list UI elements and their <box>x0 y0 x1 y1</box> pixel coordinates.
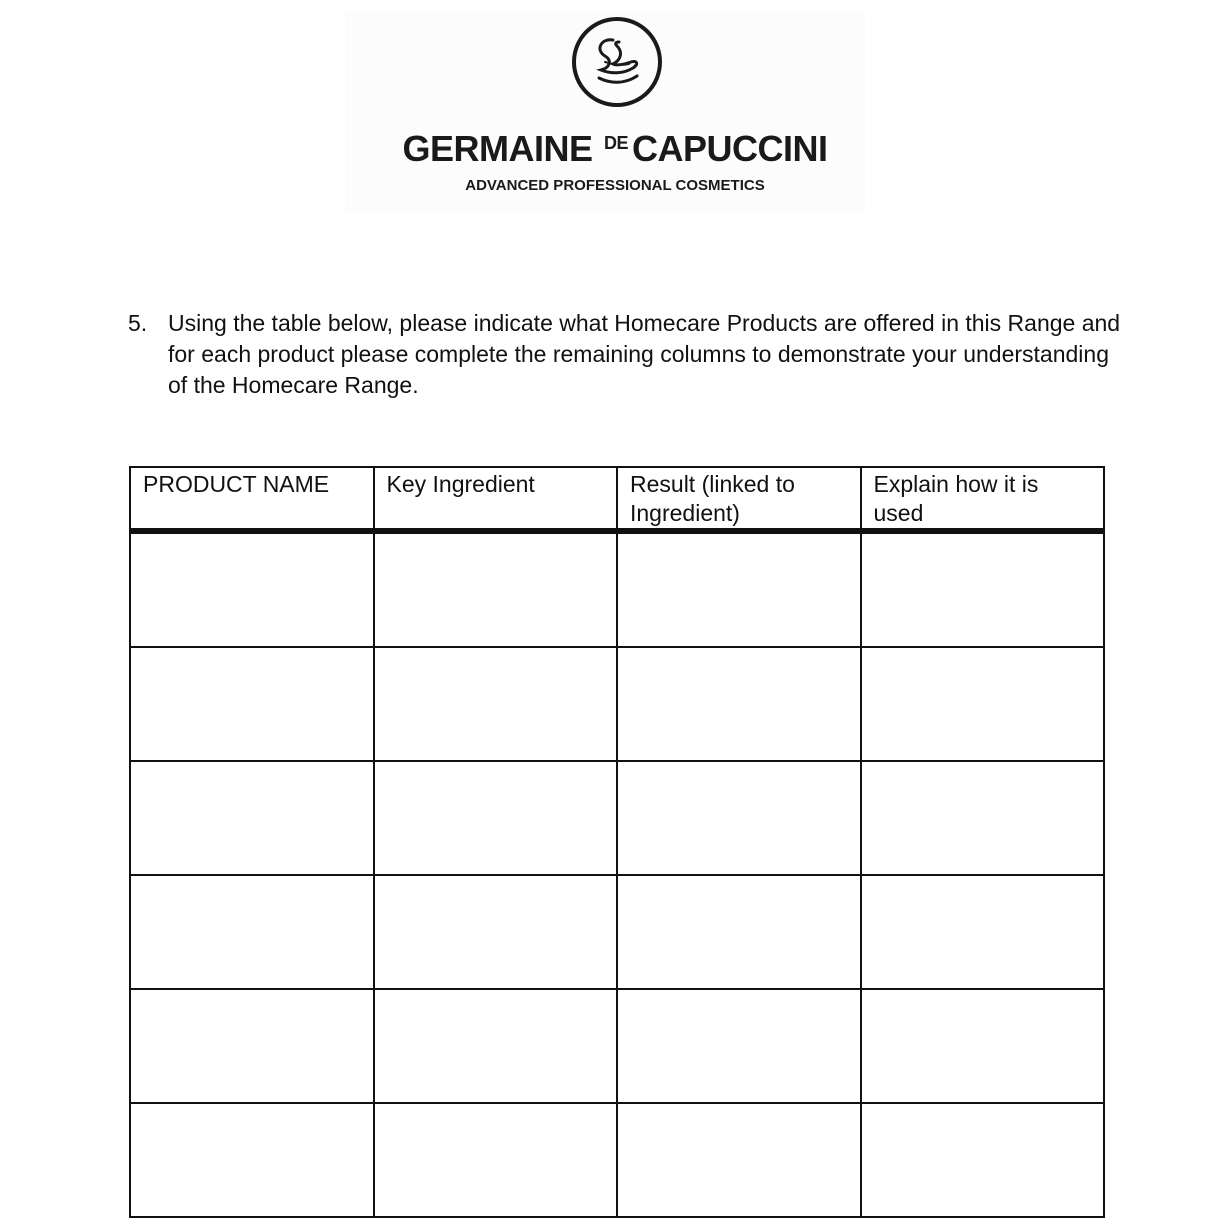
brand-name <box>345 128 885 170</box>
question-text: Using the table below, please indicate what Homecare Products are offered in this Range and for each product please complete the remaining columns to demonstrate your understanding of the Homecare Range. <box>168 310 1121 398</box>
table-cell[interactable] <box>374 761 618 875</box>
table-header-row <box>130 467 1104 531</box>
table-cell[interactable] <box>617 531 861 647</box>
question-number: 5. <box>128 310 148 336</box>
homecare-products-table <box>129 466 1105 1218</box>
table-cell[interactable] <box>861 761 1105 875</box>
table-cell[interactable] <box>861 531 1105 647</box>
table-row <box>130 761 1104 875</box>
table-row <box>130 1103 1104 1217</box>
table-cell[interactable] <box>617 761 861 875</box>
question-5 <box>128 308 1128 401</box>
header-how-used: Explain how it is used <box>861 467 1105 531</box>
table-cell[interactable] <box>617 647 861 761</box>
swan-emblem-icon <box>571 16 663 108</box>
table-cell[interactable] <box>861 989 1105 1103</box>
table-cell[interactable] <box>617 875 861 989</box>
table-cell[interactable] <box>374 875 618 989</box>
header-result: Result (linked to Ingredient) <box>617 467 861 531</box>
table-cell[interactable] <box>374 647 618 761</box>
table-cell[interactable] <box>130 875 374 989</box>
table-cell[interactable] <box>130 647 374 761</box>
table-row <box>130 647 1104 761</box>
brand-name-part2: DE <box>604 133 629 153</box>
brand-tagline: ADVANCED PROFESSIONAL COSMETICS <box>465 177 765 194</box>
table-cell[interactable] <box>861 647 1105 761</box>
table-row <box>130 531 1104 647</box>
table-cell[interactable] <box>617 989 861 1103</box>
brand-logo <box>345 12 865 212</box>
header-key-ingredient: Key Ingredient <box>374 467 618 531</box>
table-cell[interactable] <box>374 531 618 647</box>
table-row <box>130 875 1104 989</box>
brand-name-part1: GERMAINE <box>402 128 593 169</box>
table-cell[interactable] <box>130 1103 374 1217</box>
table-cell[interactable] <box>130 531 374 647</box>
table-cell[interactable] <box>374 989 618 1103</box>
table-cell[interactable] <box>861 875 1105 989</box>
header-product-name: PRODUCT NAME <box>130 467 374 531</box>
table-cell[interactable] <box>130 989 374 1103</box>
brand-name-part3: CAPUCCINI <box>632 128 828 169</box>
table-cell[interactable] <box>374 1103 618 1217</box>
table-cell[interactable] <box>130 761 374 875</box>
table-row <box>130 989 1104 1103</box>
table-cell[interactable] <box>861 1103 1105 1217</box>
table-cell[interactable] <box>617 1103 861 1217</box>
